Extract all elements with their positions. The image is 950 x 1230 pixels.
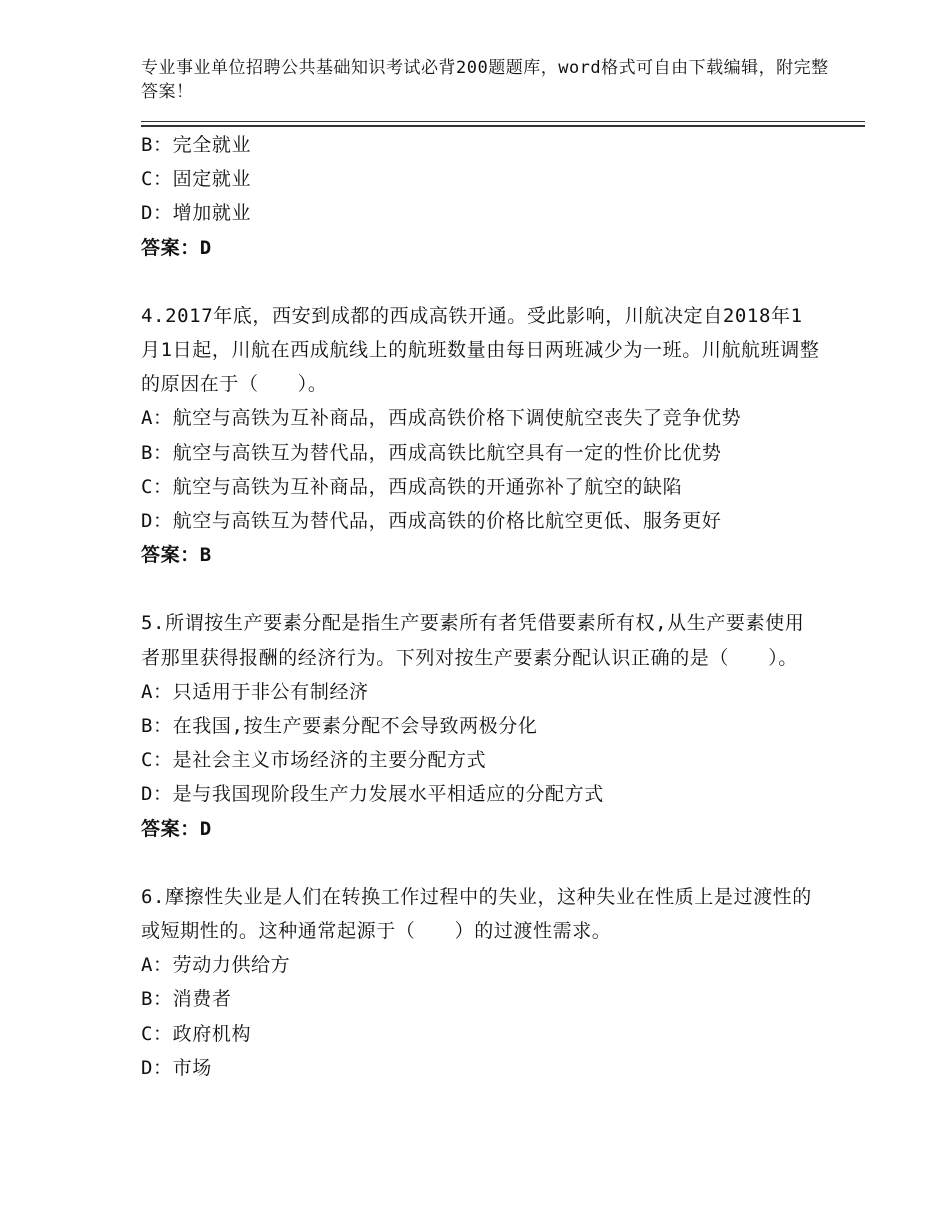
question-6	[141, 880, 821, 1085]
option-c: C：是社会主义市场经济的主要分配方式	[141, 749, 487, 772]
header-rule-thin	[141, 121, 865, 122]
page-header	[141, 56, 831, 104]
question-4	[141, 299, 821, 573]
header-rule-thick	[141, 125, 865, 127]
option-a: A：只适用于非公有制经济	[141, 680, 369, 703]
option-a: A：航空与高铁为互补商品，西成高铁价格下调使航空丧失了竞争优势	[141, 407, 742, 430]
question-3-partial	[141, 128, 821, 265]
option-b: B：完全就业	[141, 134, 252, 156]
option-b: B：消费者	[141, 988, 232, 1011]
option-a: A：劳动力供给方	[141, 954, 291, 977]
option-d: D：市场	[141, 1056, 212, 1079]
option-c: C：固定就业	[141, 168, 252, 191]
option-d: D：航空与高铁互为替代品，西成高铁的价格比航空更低、服务更好	[141, 510, 722, 533]
option-c: C：航空与高铁为互补商品，西成高铁的开通弥补了航空的缺陷	[141, 475, 683, 498]
question-stem: 5.所谓按生产要素分配是指生产要素所有者凭借要素所有权,从生产要素使用者那里获得报酬的经济行为。下列对按生产要素分配认识正确的是（ ）。	[141, 612, 805, 669]
option-d: D：增加就业	[141, 202, 252, 225]
question-stem: 6.摩擦性失业是人们在转换工作过程中的失业，这种失业在性质上是过渡性的或短期性的。这种通常起源于（ ）的过渡性需求。	[141, 885, 812, 943]
question-5	[141, 606, 821, 845]
option-c: C：政府机构	[141, 1022, 252, 1045]
option-b: B：航空与高铁互为替代品，西成高铁比航空具有一定的性价比优势	[141, 441, 722, 464]
question-stem: 4.2017年底，西安到成都的西成高铁开通。受此影响，川航决定自2018年1月1日起，川航在西成航线上的航班数量由每日两班减少为一班。川航航班调整的原因在于（ ）。	[141, 304, 820, 396]
option-b: B：在我国,按生产要素分配不会导致两极分化	[141, 715, 538, 738]
answer-label: 答案：D	[141, 236, 212, 259]
question-list	[141, 128, 821, 1085]
answer-label: 答案：B	[141, 544, 212, 567]
answer-label: 答案：D	[141, 817, 212, 840]
header-text: 专业事业单位招聘公共基础知识考试必背200题题库，word格式可自由下载编辑，附完整答案！	[141, 58, 829, 102]
option-d: D：是与我国现阶段生产力发展水平相适应的分配方式	[141, 783, 604, 806]
